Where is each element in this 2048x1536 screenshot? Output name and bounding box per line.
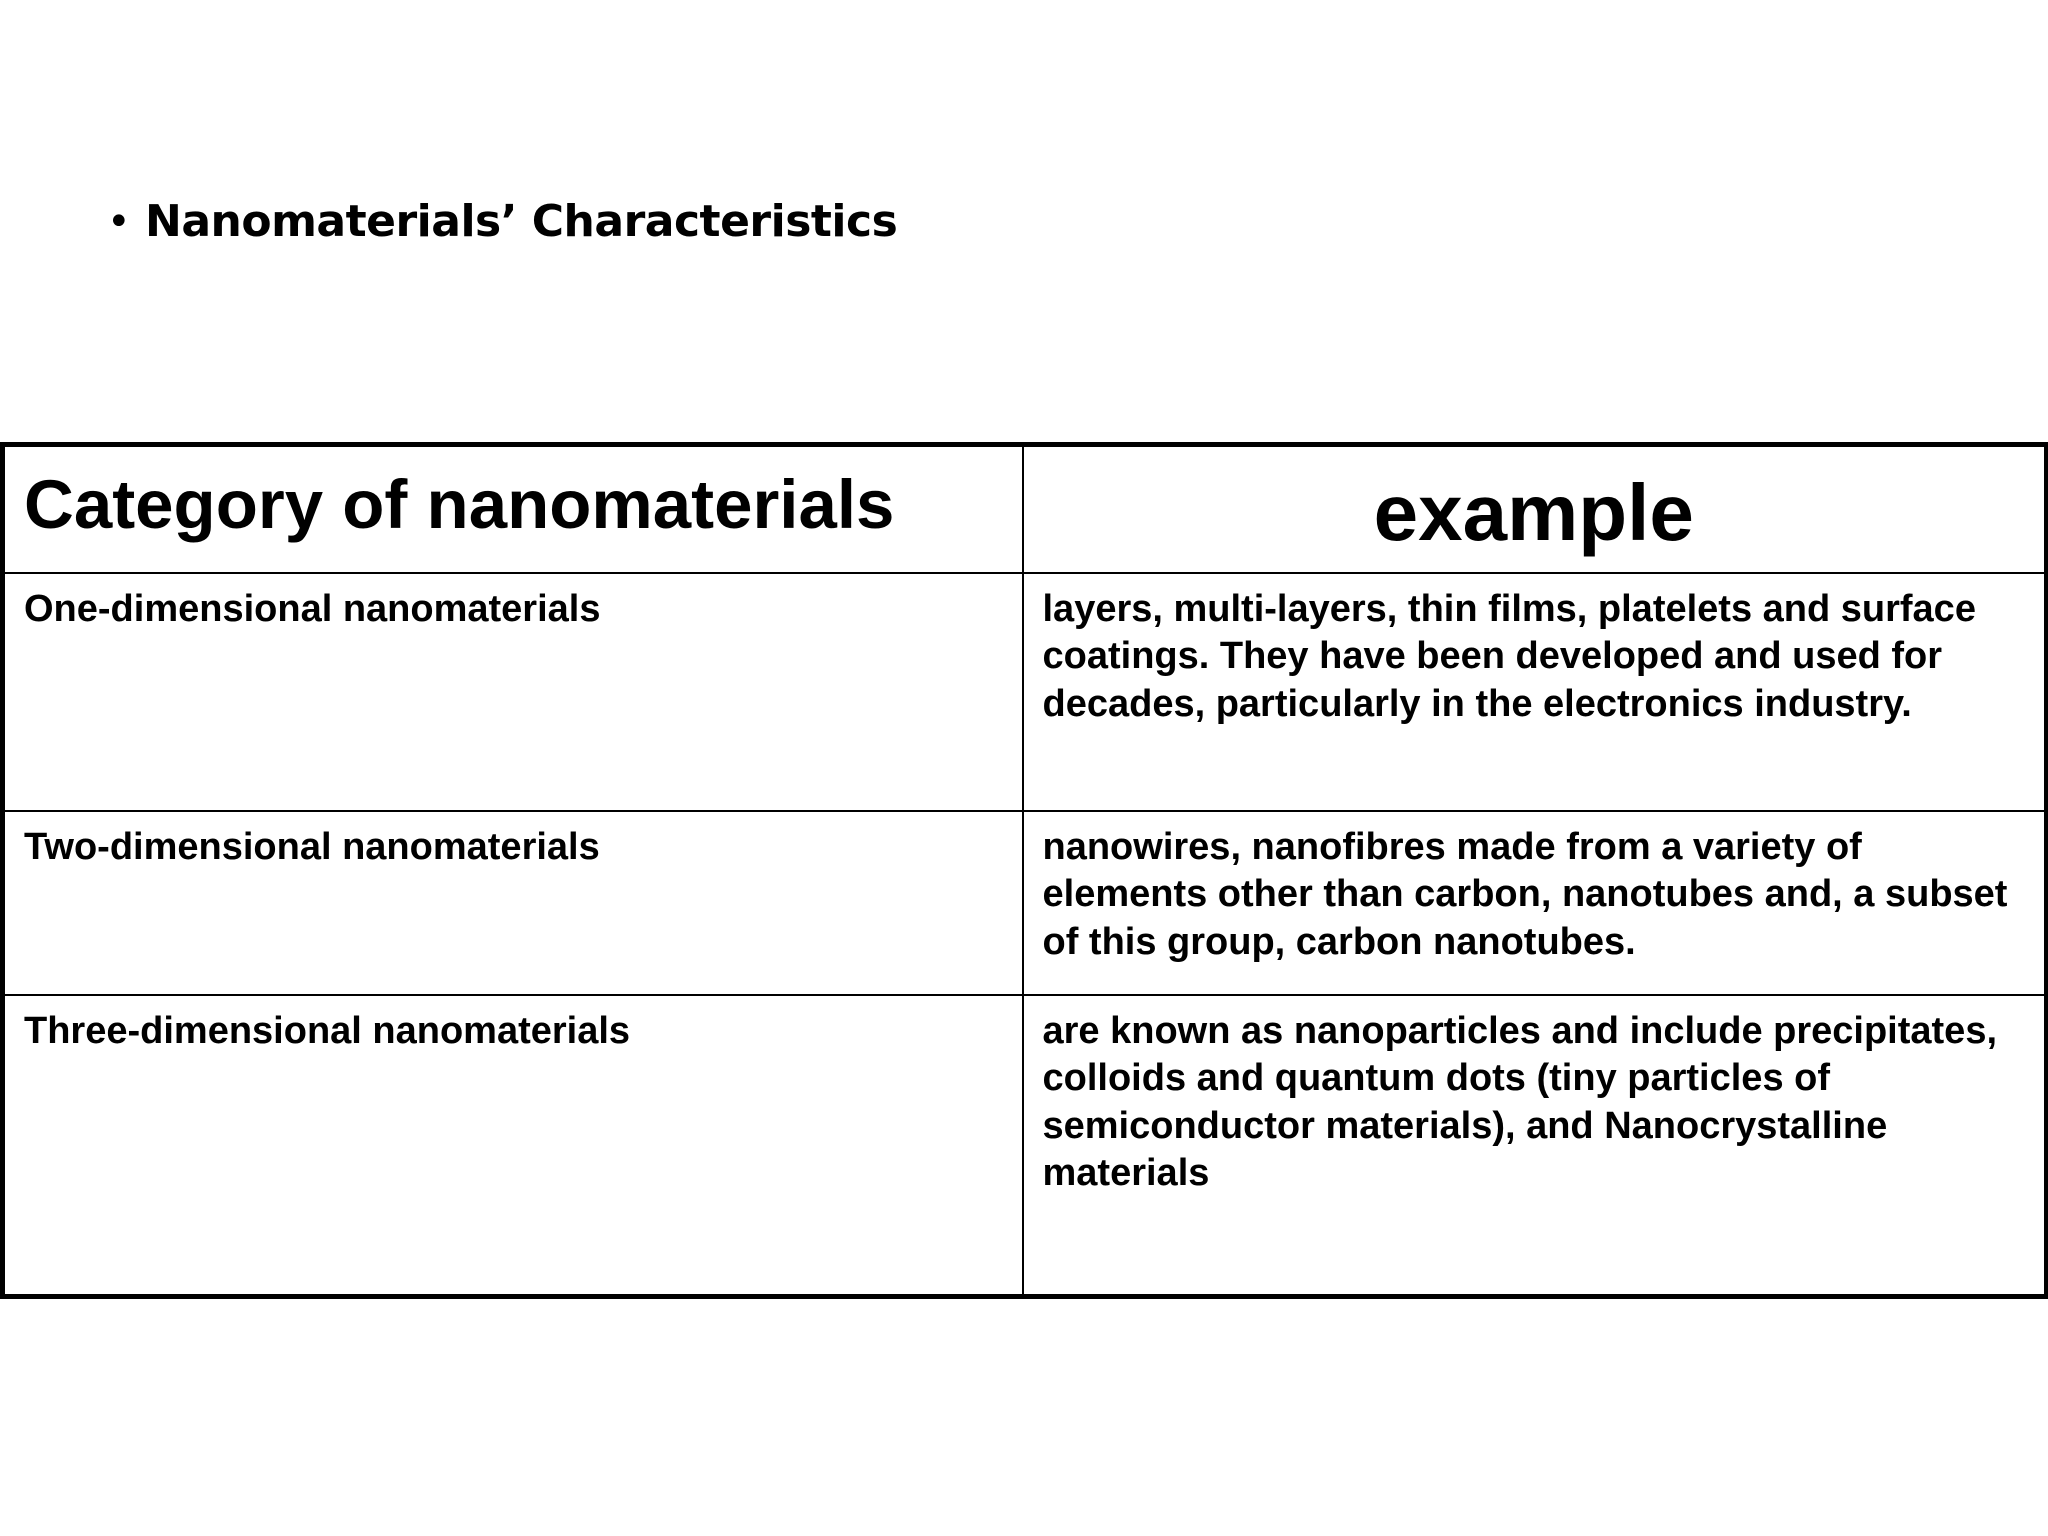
row-example: nanowires, nanofibres made from a variety of elements other than carbon, nanotubes and, a subset of this group, carbon nanotubes. — [1023, 811, 2047, 995]
slide-bullet — [107, 196, 897, 247]
row-category: One-dimensional nanomaterials — [3, 573, 1023, 811]
header-example: example — [1023, 445, 2047, 573]
table-header-row — [3, 445, 2047, 573]
table-row — [3, 995, 2047, 1297]
table-row — [3, 573, 2047, 811]
table-row — [3, 811, 2047, 995]
row-category: Three-dimensional nanomaterials — [3, 995, 1023, 1297]
row-example: layers, multi-layers, thin films, platelets and surface coatings. They have been developed and used for decades, particularly in the electronics industry. — [1023, 573, 2047, 811]
header-category: Category of nanomaterials — [3, 445, 1023, 573]
row-example: are known as nanoparticles and include precipitates, colloids and quantum dots (tiny particles of semiconductor materials), and Nanocrystalline materials — [1023, 995, 2047, 1297]
bullet-dot-icon: • — [107, 198, 131, 245]
slide-title: Nanomaterials’ Characteristics — [145, 196, 898, 247]
row-category: Two-dimensional nanomaterials — [3, 811, 1023, 995]
nanomaterials-table — [0, 442, 2048, 1299]
